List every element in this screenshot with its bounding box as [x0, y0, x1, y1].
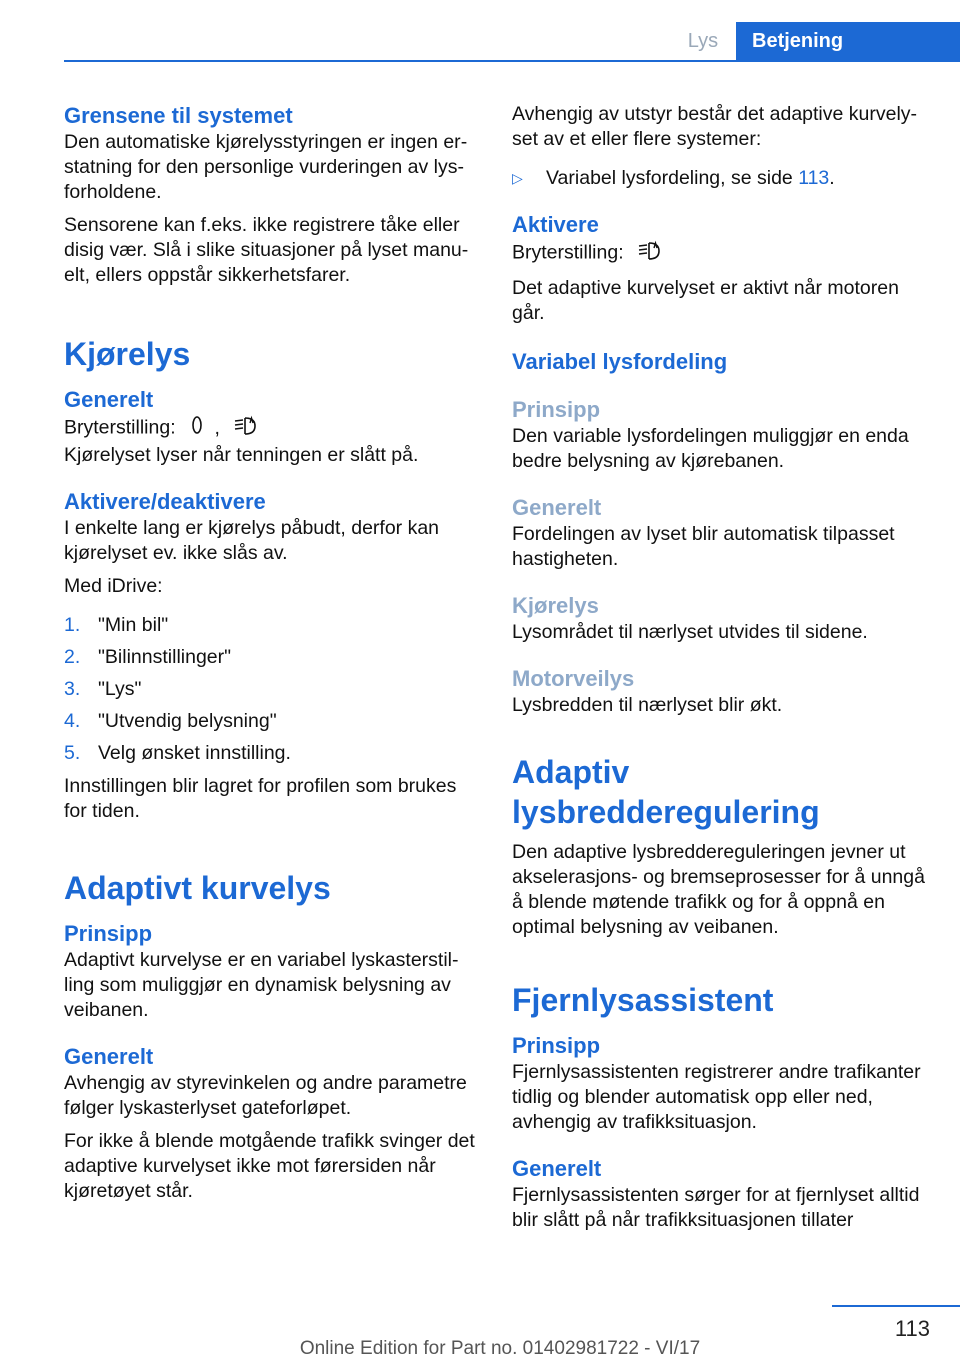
list-item — [512, 166, 932, 191]
bryterstilling-line — [64, 414, 480, 443]
bryter-separator: , — [214, 416, 220, 439]
heading-aktivere: Aktivere — [512, 212, 599, 237]
step-text: "Utvendig belysning" — [98, 710, 277, 732]
step-text: Velg ønsket innstilling. — [98, 742, 291, 764]
heading-grensene: Grensene til systemet — [64, 103, 293, 128]
heading-adaptiv-lysbredderegulering: Adaptiv lysbredderegulering — [512, 754, 820, 830]
bryterstilling-label: Bryterstilling: — [512, 241, 624, 264]
automatic-headlight-icon — [233, 414, 259, 443]
list-item — [64, 677, 480, 702]
step-text: "Lys" — [98, 678, 142, 700]
fjern-prinsipp-paragraph: Fjernlysassistenten registrerer andre trafikanter tidlig og blender automatisk opp eller ned, avhengig av trafikksituasjon. — [512, 1061, 921, 1133]
grensene-paragraph-1: Den automatiske kjørelysstyringen er ingen erstatning for den personlige vurderingen av lysforholdene. — [64, 131, 468, 203]
kjorelys-paragraph-right: Lysområdet til nærlyset utvides til sidene. — [512, 621, 868, 643]
aktivere-paragraph: Det adaptive kurvelyset er aktivt når motoren går. — [512, 277, 899, 324]
list-item — [64, 741, 480, 766]
fjern-generelt-paragraph: Fjernlysassistenten sørger for at fjernlyset alltid blir slått på når trafikksituasjonen tillater — [512, 1184, 920, 1231]
step-number: 5. — [64, 742, 81, 764]
motorveilys-paragraph: Lysbredden til nærlyset blir økt. — [512, 694, 783, 716]
step-number: 2. — [64, 646, 81, 668]
bullet-text: Variabel lysfordeling, se side — [546, 167, 799, 189]
generelt-paragraph: Kjørelyset lyser når tenningen er slått på. — [64, 444, 419, 466]
idrive-steps-list — [64, 613, 480, 766]
heading-prinsipp: Prinsipp — [64, 921, 153, 946]
left-column — [64, 102, 480, 1204]
footer-rule — [832, 1305, 960, 1307]
step-number: 1. — [64, 614, 81, 636]
step-text: "Min bil" — [98, 614, 169, 636]
heading-fjern-prinsipp: Prinsipp — [512, 1033, 601, 1058]
heading-generelt-2: Generelt — [64, 1044, 154, 1069]
heading-motorveilys: Motorveilys — [512, 666, 635, 691]
list-item — [64, 613, 480, 638]
aktivere-paragraph-2: Med iDrive: — [64, 575, 163, 597]
header-rule — [64, 60, 960, 62]
header-tab-betjening: Betjening — [736, 22, 960, 60]
page-link-113[interactable]: 113 — [798, 167, 830, 189]
step-number: 3. — [64, 678, 81, 700]
automatic-headlight-icon — [637, 239, 663, 268]
intro-paragraph: Avhengig av utstyr består det adaptive kurvelyset av et eller flere systemer: — [512, 103, 918, 150]
heading-kjorelys: Kjørelys — [64, 336, 191, 372]
heading-aktivere-deaktivere: Aktivere/deaktivere — [64, 489, 266, 514]
prinsipp-paragraph: Adaptivt kurvelyse er en variabel lyskasterstilling som muliggjør en dynamisk belysning av veibanen. — [64, 949, 459, 1021]
list-item — [64, 709, 480, 734]
generelt2-paragraph-2: For ikke å blende motgående trafikk svinger det adaptive kurvelyset ikke mot førersiden når kjøretøyet står. — [64, 1130, 475, 1202]
generelt2-paragraph-1: Avhengig av styrevinkelen og andre parametre følger lyskasterlyset gateforløpet. — [64, 1072, 467, 1119]
generelt-paragraph-right: Fordelingen av lyset blir automatisk tilpasset hastigheten. — [512, 523, 895, 570]
heading-fjernlysassistent: Fjernlysassistent — [512, 982, 774, 1018]
list-item — [64, 645, 480, 670]
step-number: 4. — [64, 710, 81, 732]
heading-prinsipp-right: Prinsipp — [512, 397, 601, 422]
heading-generelt-right: Generelt — [512, 495, 602, 520]
page-number: 113 — [894, 1316, 930, 1341]
bullet-triangle-icon: ▷ — [512, 170, 523, 186]
bryterstilling-label: Bryterstilling: — [64, 416, 176, 439]
heading-kjorelys-right: Kjørelys — [512, 593, 599, 618]
step-text: "Bilinnstillinger" — [98, 646, 232, 668]
heading-adaptivt-kurvelys: Adaptivt kurvelys — [64, 870, 331, 906]
edition-footer: Online Edition for Part no. 01402981722 - VI/17 — [299, 1338, 701, 1359]
aktivere-paragraph-1: I enkelte lang er kjørelys påbudt, derfor kan kjørelyset ev. ikke slås av. — [64, 517, 440, 564]
adaptiv-paragraph: Den adaptive lysbreddereguleringen jevner ut akselerasjons- og bremseprosesser for å unngå å blende møtende trafikk og for å oppnå en optimal belysning av veibanen. — [512, 841, 925, 938]
header-tab-lys: Lys — [687, 30, 719, 52]
heading-variabel-lysfordeling: Variabel lysfordeling — [512, 349, 728, 374]
prinsipp-paragraph-right: Den variable lysfordelingen muliggjør en enda bedre belysning av kjørebanen. — [512, 425, 909, 472]
bryterstilling-line-right — [512, 239, 932, 268]
heading-generelt: Generelt — [64, 387, 154, 412]
right-column — [512, 102, 932, 1233]
heading-fjern-generelt: Generelt — [512, 1156, 602, 1181]
bullet-end: . — [829, 167, 835, 189]
grensene-paragraph-2: Sensorene kan f.eks. ikke registrere tåke eller disig vær. Slå i slike situasjoner på lyset manuelt, ellers oppstår sikkerhetsfarer. — [64, 214, 469, 286]
light-switch-zero-icon — [191, 415, 203, 442]
aktivere-paragraph-3: Innstillingen blir lagret for profilen som brukes for tiden. — [64, 775, 457, 822]
page-header — [0, 0, 960, 62]
